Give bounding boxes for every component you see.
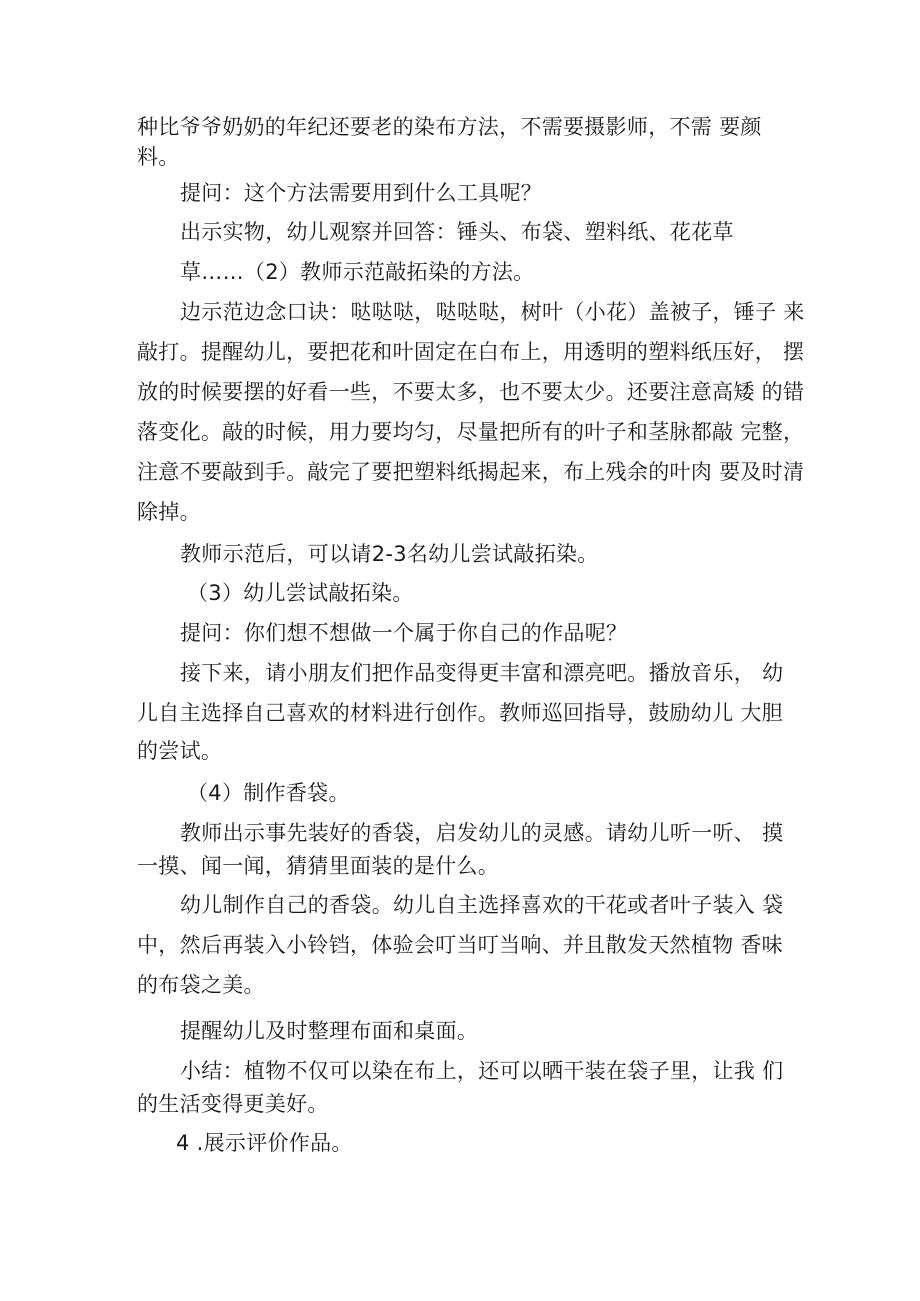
text-line: 中，然后再装入小铃铛，体验会叮当叮当响、并且散发天然植物 香味 xyxy=(137,933,783,957)
text-line: 教师示范后，可以请2-3名幼儿尝试敲拓染。 xyxy=(180,542,599,566)
text-line: 注意不要敲到手。敲完了要把塑料纸揭起来，布上残余的叶肉 要及时清 xyxy=(137,460,805,484)
text-line: 料。 xyxy=(137,145,180,169)
text-line: 敲打。提醒幼儿，要把花和叶固定在白布上，用透明的塑料纸压好， 摆 xyxy=(137,340,805,364)
text-line: 幼儿制作自己的香袋。幼儿自主选择喜欢的干花或者叶子装入 袋 xyxy=(180,893,784,917)
text-line: 一摸、闻一闻，猜猜里面装的是什么。 xyxy=(137,854,500,878)
text-line: 小结：植物不仅可以染在布上，还可以晒干装在袋子里，让我 们 xyxy=(180,1059,784,1083)
text-line: 接下来，请小朋友们把作品变得更丰富和漂亮吧。播放音乐， 幼 xyxy=(180,661,784,685)
text-line: 提问：这个方法需要用到什么工具呢？ xyxy=(180,181,543,205)
text-line: （3）幼儿尝试敲拓染。 xyxy=(187,581,414,605)
text-line: 放的时候要摆的好看一些，不要太多，也不要太少。还要注意高矮 的错 xyxy=(137,380,805,404)
text-line: 种比爷爷奶奶的年纪还要老的染布方法，不需要摄影师，不需 要颜 xyxy=(137,115,762,139)
text-line: 提醒幼儿及时整理布面和桌面。 xyxy=(180,1019,479,1043)
text-line: 教师出示事先装好的香袋，启发幼儿的灵感。请幼儿听一听、 摸 xyxy=(180,821,784,845)
text-line: 的生活变得更美好。 xyxy=(137,1092,329,1116)
text-line: （4）制作香袋。 xyxy=(187,781,350,805)
text-line: 的布袋之美。 xyxy=(137,973,265,997)
text-line: 落变化。敲的时候，用力要均匀，尽量把所有的叶子和茎脉都敲 完整， xyxy=(137,420,805,444)
text-line: 除掉。 xyxy=(137,500,201,524)
text-line: 提问：你们想不想做一个属于你自己的作品呢？ xyxy=(180,621,628,645)
text-line: 4 .展示评价作品。 xyxy=(176,1131,353,1155)
text-line: 儿自主选择自己喜欢的材料进行创作。教师巡回指导，鼓励幼儿 大胆 xyxy=(137,701,783,725)
text-line: 草……（2）教师示范敲拓染的方法。 xyxy=(180,260,535,284)
text-line: 的尝试。 xyxy=(137,739,223,763)
text-line: 边示范边念口诀：哒哒哒，哒哒哒，树叶（小花）盖被子，锤子 来 xyxy=(180,300,805,324)
text-line: 出示实物，幼儿观察并回答：锤头、布袋、塑料纸、花花草 xyxy=(180,220,734,244)
